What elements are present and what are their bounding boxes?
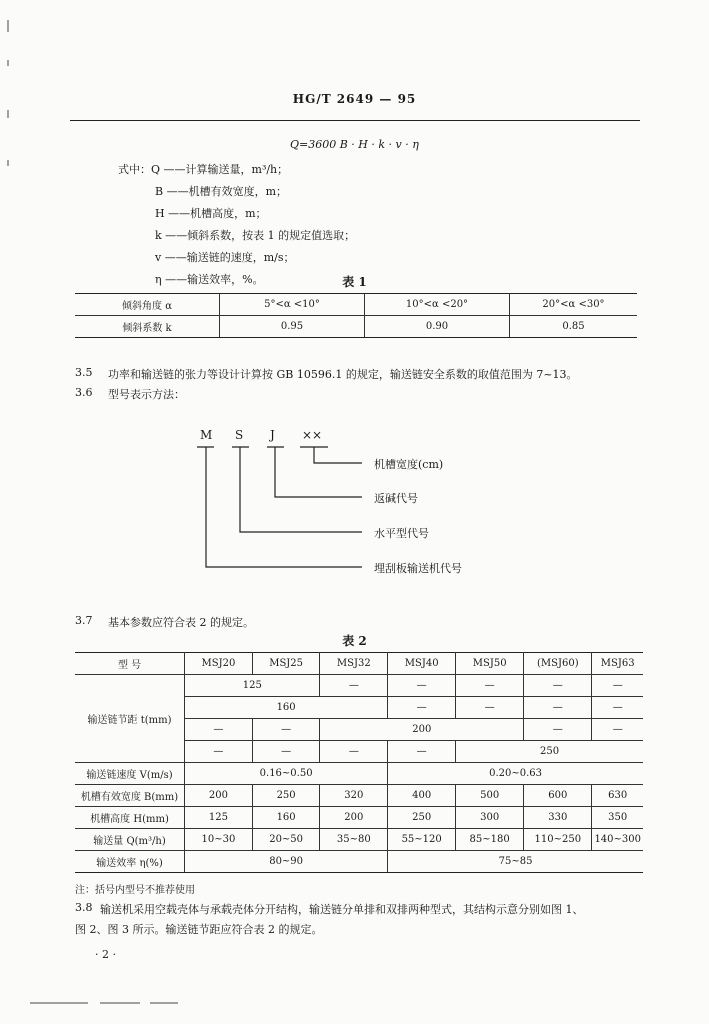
table-cell: 200 [320,807,388,829]
table-cell: 0.16~0.50 [185,763,388,785]
table-cell: — [592,697,643,719]
table-cell: 110~250 [524,829,592,851]
table-cell: 300 [456,807,524,829]
label-trough-width: 机槽宽度(cm) [374,458,444,471]
table-cell: 200 [320,719,524,741]
variable-q: 式中：Q ——计算输送量，m³/h； [118,163,289,176]
table-cell: 75~85 [388,851,643,873]
variable-h: H ——机槽高度，m； [155,207,267,220]
table-cell: — [388,697,456,719]
table-header-cell: MSJ40 [388,653,456,675]
table-cell: 55~120 [388,829,456,851]
table-cell: — [252,741,320,763]
table-cell: — [252,719,320,741]
page-number: · 2 · [95,948,116,961]
table-cell: 80~90 [185,851,388,873]
label-return-code: 返碱代号 [374,492,418,505]
table-cell: 330 [524,807,592,829]
model-letter-m: M [200,428,213,442]
table-cell: 20°<α <30° [510,294,638,316]
table-cell: 125 [185,675,320,697]
table-cell: — [185,719,253,741]
table-cell: 350 [592,807,643,829]
table-cell: 85~180 [456,829,524,851]
variable-v: v ——输送链的速度，m/s； [155,251,295,264]
model-letter-s: S [235,428,244,442]
table-cell: 10°<α <20° [365,294,510,316]
table-cell: 140~300 [592,829,643,851]
table2-note: 注：括号内型号不推荐使用 [75,885,195,896]
clause-3-7-text: 基本参数应符合表 2 的规定。 [108,616,254,629]
table-cell: 0.20~0.63 [388,763,643,785]
speed-label-cell: 输送链速度 V(m/s) [75,763,185,785]
table1-caption: 表 1 [342,275,367,289]
table-cell: 630 [592,785,643,807]
table-cell: — [388,675,456,697]
table-cell: 200 [185,785,253,807]
capacity-label-cell: 输送量 Q(m³/h) [75,829,185,851]
table-cell: — [320,741,388,763]
table2-caption: 表 2 [342,634,367,648]
clause-3-5-number: 3.5 [75,366,93,379]
table-cell: 250 [252,785,320,807]
clause-3-5-text: 功率和输送链的张力等设计计算按 GB 10596.1 的规定，输送链安全系数的取值范围为 7~13。 [108,368,578,381]
table-cell: 500 [456,785,524,807]
label-horizontal-code: 水平型代号 [374,527,429,540]
model-letter-j: J [270,428,275,442]
table-cell: — [524,675,592,697]
clause-3-8-line1: 输送机采用空载壳体与承载壳体分开结构，输送链分单排和双排两种型式，其结构示意分别如图 1、 [100,903,584,916]
clause-3-8-number: 3.8 [75,901,93,914]
table-cell: 160 [185,697,388,719]
table-cell: 400 [388,785,456,807]
table-cell: 600 [524,785,592,807]
clause-3-7-number: 3.7 [75,614,93,627]
table-cell: — [592,719,643,741]
table-cell: 250 [388,807,456,829]
table-cell: — [185,741,253,763]
table-cell: — [456,675,524,697]
capacity-formula: Q=3600 B · H · k · v · η [290,138,419,151]
table-header-cell: MSJ63 [592,653,643,675]
table-cell: — [524,719,592,741]
clause-3-6-text: 型号表示方法： [108,388,185,401]
table-cell: 125 [185,807,253,829]
pitch-label-cell: 输送链节距 t(mm) [75,675,185,763]
variable-eta: η ——输送效率，%。 [155,273,264,286]
variable-b: B ——机槽有效宽度，m； [155,185,288,198]
efficiency-label-cell: 输送效率 η(%) [75,851,185,873]
table-cell: 5°<α <10° [220,294,365,316]
label-conveyor-code: 埋刮板输送机代号 [374,562,462,575]
variable-k: k ——倾斜系数，按表 1 的规定值选取； [155,229,356,242]
table-cell: 倾斜角度 α [75,294,220,316]
table-header-cell: MSJ50 [456,653,524,675]
table-cell: — [456,697,524,719]
table-cell: 10~30 [185,829,253,851]
table-cell: — [592,675,643,697]
table-header-cell: (MSJ60) [524,653,592,675]
table-header-cell: 型 号 [75,653,185,675]
table-cell: 0.90 [365,316,510,338]
table-header-cell: MSJ32 [320,653,388,675]
table-cell: 0.95 [220,316,365,338]
table-cell: 250 [456,741,643,763]
standard-code-header: HG/T 2649 — 95 [292,92,417,106]
clause-3-6-number: 3.6 [75,386,93,399]
width-label-cell: 机槽有效宽度 B(mm) [75,785,185,807]
table-cell: — [524,697,592,719]
table-cell: 320 [320,785,388,807]
table-cell: 35~80 [320,829,388,851]
table-header-cell: MSJ20 [185,653,253,675]
model-width-placeholder: ×× [302,428,323,442]
table-cell: — [388,741,456,763]
table-cell: 20~50 [252,829,320,851]
height-label-cell: 机槽高度 H(mm) [75,807,185,829]
table-cell: 0.85 [510,316,638,338]
table-header-cell: MSJ25 [252,653,320,675]
clause-3-8-line2: 图 2、图 3 所示。输送链节距应符合表 2 的规定。 [75,923,323,936]
table-cell: 160 [252,807,320,829]
table-cell: 倾斜系数 k [75,316,220,338]
table-cell: — [320,675,388,697]
